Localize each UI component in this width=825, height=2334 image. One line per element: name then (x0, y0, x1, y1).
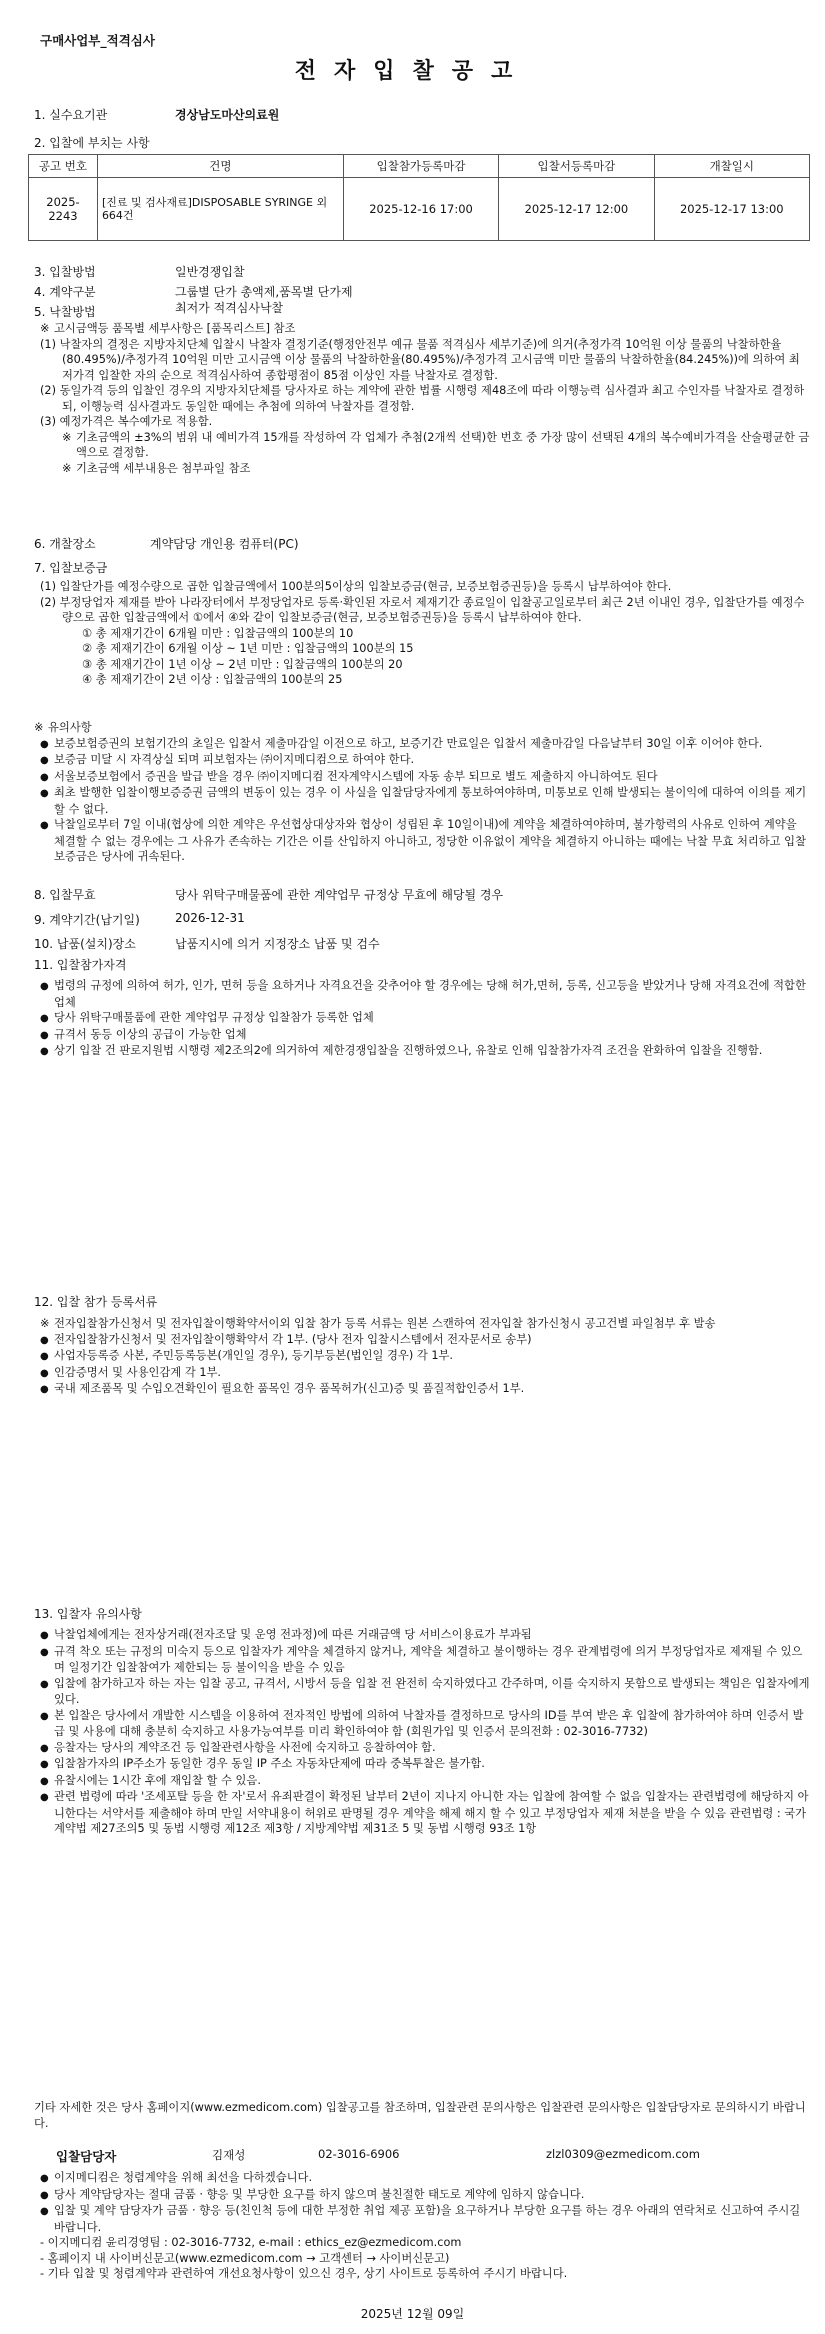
s11-item: ● 상기 입찰 건 판로지원법 시행령 제2조의2에 의거하여 제한경쟁입찰을 진행하였으나, 유찰로 인해 입찰참가자격 조건을 완화하여 입찰을 진행함. (40, 1043, 810, 1060)
contact-label: 입찰담당자 (56, 2149, 117, 2164)
s1-value: 경상남도마산의료원 (175, 108, 280, 122)
s3-label: 3. 입찰방법 (34, 265, 96, 279)
ethics-item: ● 이지메디컴은 청렴계약을 위해 최선을 다하겠습니다. (40, 2170, 810, 2187)
s7-label: 7. 입찰보증금 (34, 561, 108, 575)
s6-label: 6. 개찰장소 (34, 537, 96, 551)
s5-subnote: ※ 기초금액의 ±3%의 범위 내 예비가격 15개를 작성하여 각 업체가 추첨(2개씩 선택)한 번호 중 가장 많이 선택된 4개의 복수예비가격을 산술평균한 금액으로 결정함. (62, 430, 810, 461)
caution-item: ● 보증보험증권의 보험기간의 초일은 입찰서 제출마감일 이전으로 하고, 보증기간 만료일은 입찰서 제출마감일 다음날부터 30일 이후 이어야 한다. (40, 736, 810, 753)
notice-date: 2025년 12월 09일 (360, 2307, 465, 2321)
s5-note: ※ 고시금액등 품목별 세부사항은 [품목리스트] 참조 (40, 321, 810, 337)
s13-item: ● 입찰에 참가하고자 하는 자는 입찰 공고, 규격서, 시방서 등을 입찰 전 완전히 숙지하였다고 간주하며, 이를 숙지하지 못함으로 발생되는 책임은 입찰자에게 있다. (40, 1676, 810, 1708)
ethics-item: ● 입찰 및 계약 담당자가 금품 · 향응 등(친인척 등에 대한 부정한 취업 제공 포함)을 요구하거나 부당한 요구를 하는 경우 아래의 연락처로 신고하여 주시길 바랍니다. (40, 2203, 810, 2235)
bid-table (28, 154, 810, 241)
caution-title: ※ 유의사항 (34, 720, 810, 736)
s13-item: ● 규격 착오 또는 규정의 미숙지 등으로 입찰자가 계약을 체결하지 않거나, 계약을 체결하고 불이행하는 경우 관계법령에 의거 부정당업자로 제재될 수 있으며 일정기간 입찰참여가 제한되는 등 불이익을 받을 수 있음 (40, 1644, 810, 1676)
dept-label: 구매사업부_적격심사 (40, 33, 155, 48)
s7-circle-item: ④ 총 제재기간이 2년 이상 : 입찰금액의 100분의 25 (82, 673, 343, 686)
s13-item: ● 본 입찰은 당사에서 개발한 시스템을 이용하여 전자적인 방법에 의하여 낙찰자를 결정하므로 당사의 ID를 부여 받은 후 입찰에 참가하여야 하며 인증서 발급 및 사용에 대해 충분히 숙지하고 사용가능여부를 미리 확인하여야 함 (회원가입 및 인증서 문의전화 : 02-3016-7732) (40, 1708, 810, 1740)
s7-circle-item: ① 총 제재기간이 6개월 미만 : 입찰금액의 100분의 10 (82, 626, 354, 640)
s8-value: 당사 위탁구매물품에 관한 계약업무 규정상 무효에 해당될 경우 (175, 888, 504, 902)
s13-item: ● 입찰참가자의 IP주소가 동일한 경우 동일 IP 주소 자동차단제에 따라 중복투찰은 불가함. (40, 1756, 810, 1773)
s7-circle-item: ② 총 제재기간이 6개월 이상 ~ 1년 미만 : 입찰금액의 100분의 15 (82, 642, 414, 655)
col-header: 입찰참가등록마감 (343, 155, 498, 178)
ethics-line: - 홈페이지 내 사이버신문고(www.ezmedicom.com → 고객센터 → 사이버신문고) (40, 2251, 450, 2265)
s3-value: 일반경쟁입찰 (175, 265, 245, 279)
col-header: 공고 번호 (29, 155, 98, 178)
s11-label: 11. 입찰참가자격 (34, 958, 127, 972)
col-header: 개찰일시 (654, 155, 809, 178)
s12-note: ※ 전자입찰참가신청서 및 전자입찰이행확약서이외 입찰 참가 등록 서류는 원본 스캔하여 전자입찰 참가신청시 공고건별 파일첨부 후 발송 (40, 1316, 810, 1332)
s7-item: (2) 부정당업자 제재를 받아 나라장터에서 부정당업자로 등록·확인된 자로서 제재기간 종료일이 입찰공고일로부터 최근 2년 이내인 경우, 입찰단가를 예정수량으로 곱한 입찰금액에서 ①에서 ④와 같이 입찰보증금(현금, 보증보험증권등)을 등록시 납부하여야 한다. (40, 595, 805, 624)
col-header: 입찰서등록마감 (499, 155, 654, 178)
s13-item: ● 응찰자는 당사의 계약조건 등 입찰관련사항을 사전에 숙지하고 응찰하여야 함. (40, 1740, 810, 1757)
ethics-list (40, 2170, 810, 2282)
closing-text: 기타 자세한 것은 당사 홈페이지(www.ezmedicom.com) 입찰공고를 참조하며, 입찰관련 문의사항은 입찰관련 문의사항은 입찰담당자로 문의하시기 바랍니다. (34, 2101, 806, 2130)
contact-phone: 02-3016-6906 (318, 2147, 400, 2161)
caution-item: ● 보증금 미달 시 자격상실 되며 피보험자는 ㈜이지메디컴으로 하여야 한다. (40, 752, 810, 769)
s5-value: 최저가 적격심사낙찰 (175, 301, 284, 315)
table-header-row (29, 155, 810, 178)
notice-number: 2025-2243 (29, 178, 98, 241)
contact-name: 김재성 (212, 2148, 246, 2162)
s7-circle-item: ③ 총 제재기간이 1년 이상 ~ 2년 미만 : 입찰금액의 100분의 20 (82, 657, 403, 671)
s4-label: 4. 계약구분 (34, 285, 96, 299)
s2-label: 2. 입찰에 부치는 사항 (34, 136, 150, 150)
s5-details (40, 321, 810, 476)
bid-deadline: 2025-12-17 12:00 (499, 178, 654, 241)
s4-value: 그룹별 단가 총액제,품목별 단가제 (175, 285, 353, 299)
s12-item: ● 인감증명서 및 사용인감계 각 1부. (40, 1365, 810, 1382)
col-header: 건명 (97, 155, 343, 178)
s5-label: 5. 낙찰방법 (34, 305, 96, 319)
s11-item: ● 법령의 규정에 의하여 허가, 인가, 면허 등을 요하거나 자격요건을 갖추어야 할 경우에는 당해 허가,면허, 등록, 신고등을 받았거나 당해 자격요건에 적합한 업체 (40, 978, 810, 1010)
s5-item: (3) 예정가격은 복수예가로 적용함. (40, 415, 213, 428)
contact-email: zlzl0309@ezmedicom.com (546, 2147, 700, 2161)
page-title: 전자입찰공고 (294, 59, 531, 84)
item-name: [진료 및 검사재료]DISPOSABLE SYRINGE 외 664건 (97, 178, 343, 241)
s13-item: ● 관련 법령에 따라 '조세포탈 등을 한 자'로서 유죄판결이 확정된 날부터 2년이 지나지 아니한 자는 입찰에 참여할 수 없음 입찰자는 관련법령에 해당하지 아니한다는 서약서를 제출해야 하며 만일 서약내용이 허위로 판명될 경우 계약을 해제 해지 할 수 있고 부정당업자 제재 처분을 받을 수 있음 관련법령 : 국가계약법 제27조의5 및 동법 시행령 제12조 제3항 / 지방계약법 제31조 5 및 동법 시행령 93조 1항 (40, 1789, 810, 1837)
caution-item: ● 최초 발행한 입찰이행보증증권 금액의 변동이 있는 경우 이 사실을 입찰담당자에게 통보하여야하며, 미통보로 인해 발생되는 불이익에 대하여 이의를 제기할 수 없다. (40, 785, 810, 817)
s10-label: 10. 납품(설치)장소 (34, 937, 136, 951)
open-datetime: 2025-12-17 13:00 (654, 178, 809, 241)
s5-item: (1) 낙찰자의 결정은 지방자치단체 입찰시 낙찰자 결정기준(행정안전부 예규 물품 적격심사 세부기준)에 의거(추정가격 10억원 이상 물품의 낙찰하한율(80.495%)/추정가격 10억원 미만 고시금액 이상 물품의 낙찰하한율(80.495%)/추정가격 고시금액 미만 물품의 낙찰하한율(84.245%))에 의하여 최저가격 입찰한 자의 순으로 적격심사하여 종합평점이 85점 이상인 자를 낙찰자로 결정함. (40, 337, 800, 382)
s10-value: 납품지시에 의거 지정장소 납품 및 검수 (175, 937, 380, 951)
s7-cautions (34, 720, 810, 865)
reg-deadline: 2025-12-16 17:00 (343, 178, 498, 241)
s9-value: 2026-12-31 (175, 911, 245, 925)
s5-subnote: ※ 기초금액 세부내용은 첨부파일 참조 (62, 461, 810, 477)
s12-label: 12. 입찰 참가 등록서류 (34, 1295, 158, 1309)
s7-item: (1) 입찰단가를 예정수량으로 곱한 입찰금액에서 100분의5이상의 입찰보증금(현금, 보증보험증권등)을 등록시 납부하여야 한다. (40, 580, 672, 593)
s12-list (40, 1316, 810, 1398)
s9-label: 9. 계약기간(납기일) (34, 913, 140, 927)
s11-item: ● 규격서 동등 이상의 공급이 가능한 업체 (40, 1027, 810, 1044)
s11-item: ● 당사 위탁구매물품에 관한 계약업무 규정상 입찰참가 등록한 업체 (40, 1010, 810, 1027)
s12-item: ● 전자입찰참가신청서 및 전자입찰이행확약서 각 1부. (당사 전자 입찰시스템에서 전자문서로 송부) (40, 1332, 810, 1349)
s13-item: ● 유찰시에는 1시간 후에 재입찰 할 수 있음. (40, 1773, 810, 1790)
caution-item: ● 낙찰일로부터 7일 이내(협상에 의한 계약은 우선협상대상자와 협상이 성립된 후 10일이내)에 계약을 체결하여야하며, 불가항력의 사유로 인하여 계약을 체결할 수 없는 경우에는 그 사유가 존속하는 기간은 이를 산입하지 아니하고, 정당한 이유없이 계약을 체결하지 아니하는 때에는 낙찰 무효 처리하고 입찰보증금은 당사에 귀속된다. (40, 817, 810, 865)
s5-item: (2) 동일가격 등의 입찰인 경우의 지방자치단체를 당사자로 하는 계약에 관한 법률 시행령 제48조에 따라 이행능력 심사결과 최고 수인자를 낙찰자로 결정하되, 이행능력 심사결과도 동일한 때에는 추첨에 의하여 낙찰자를 결정함. (40, 384, 805, 413)
s1-label: 1. 실수요기관 (34, 108, 108, 122)
s13-label: 13. 입찰자 유의사항 (34, 1607, 142, 1621)
ethics-line: - 이지메디컴 윤리경영팀 : 02-3016-7732, e-mail : ethics_ez@ezmedicom.com (40, 2236, 462, 2249)
ethics-line: - 기타 입찰 및 청렴계약과 관련하여 개선요청사항이 있으신 경우, 상기 사이트로 등록하여 주시기 바랍니다. (40, 2267, 568, 2280)
s8-label: 8. 입찰무효 (34, 888, 96, 902)
s12-item: ● 사업자등록증 사본, 주민등록등본(개인일 경우), 등기부등본(법인일 경우) 각 1부. (40, 1348, 810, 1365)
s13-item: ● 낙찰업체에게는 전자상거래(전자조달 및 운영 전과정)에 따른 거래금액 당 서비스이용료가 부과됨 (40, 1627, 810, 1644)
caution-item: ● 서울보증보험에서 증권을 발급 받을 경우 ㈜이지메디컴 전자계약시스템에 자동 송부 되므로 별도 제출하지 아니하여도 된다 (40, 769, 810, 786)
s13-list (40, 1627, 810, 1837)
s6-value: 계약담당 개인용 컴퓨터(PC) (150, 537, 299, 551)
table-row (29, 178, 810, 241)
s12-item: ● 국내 제조품목 및 수입오견확인이 필요한 품목인 경우 품목허가(신고)증 및 품질적합인증서 1부. (40, 1381, 810, 1398)
ethics-item: ● 당사 계약담당자는 절대 금품 · 향응 및 부당한 요구를 하지 않으며 불친절한 태도로 계약에 임하지 않습니다. (40, 2187, 810, 2204)
s11-list (40, 978, 810, 1060)
s7-details (40, 579, 810, 688)
